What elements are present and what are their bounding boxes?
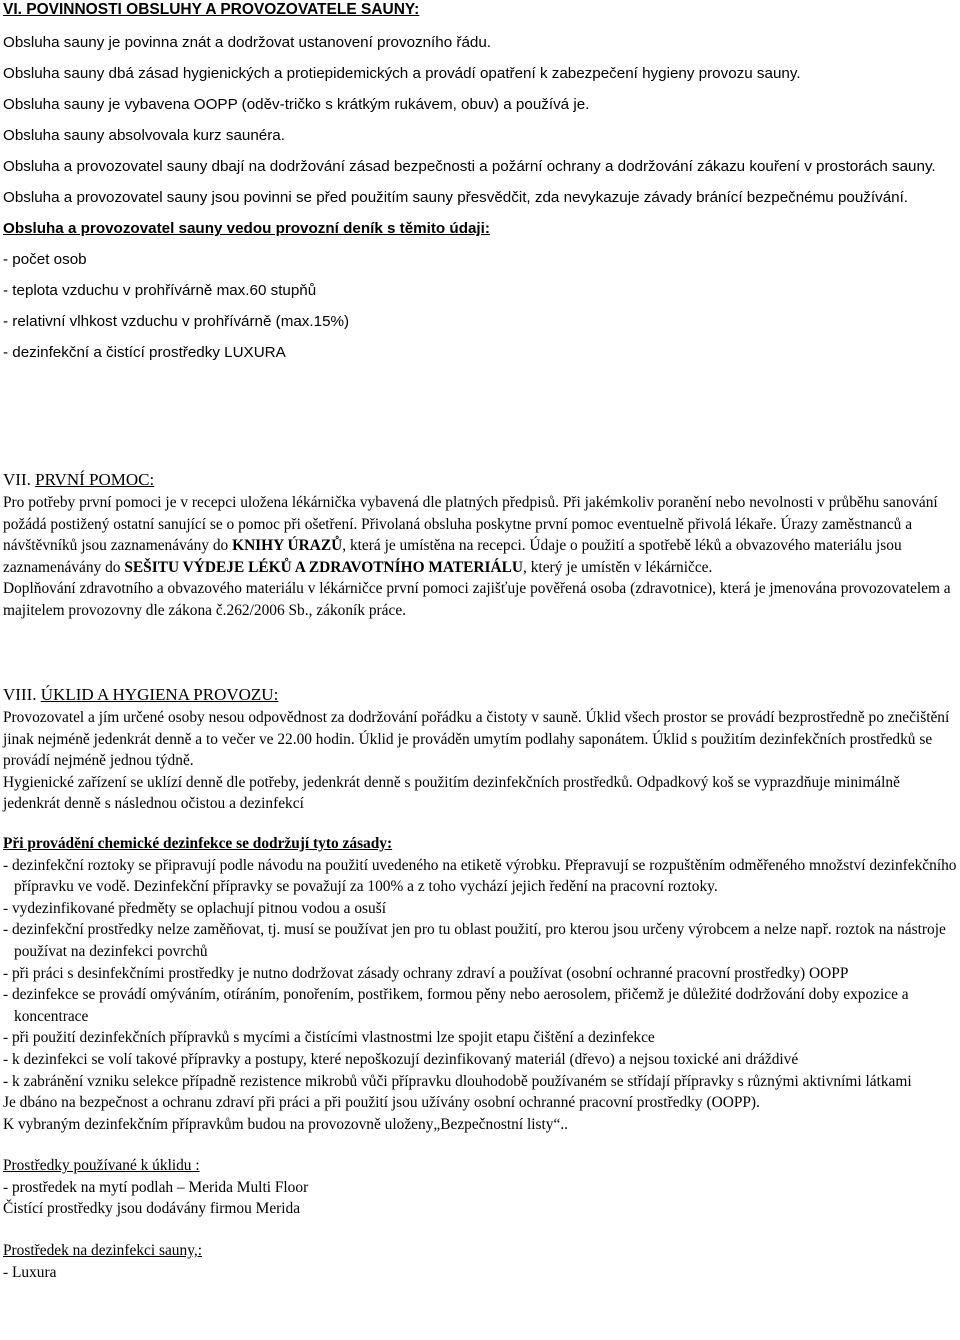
paragraph: Obsluha a provozovatel sauny jsou povinni se před použitím sauny přesvědčit, zda nevykazuje závady bránící bezpečnému používání. [3, 189, 909, 206]
list-item: - k zabránění vzniku selekce případně rezistence mikrobů vůči přípravku dlouhodobě používaném se střídají přípravky s různými aktivními látkami [3, 1072, 912, 1090]
list-item: - relativní vlhkost vzduchu v prohřívárně (max.15%) [3, 313, 350, 330]
section-heading: VI. POVINNOSTI OBSLUHY A PROVOZOVATELE SAUNY: [3, 1, 420, 18]
text: , která je umístěna na recepci. Údaje o použití a spotřebě léků a obvazového materiálu jsou zaznamenávány do [3, 537, 902, 576]
paragraph: Obsluha a provozovatel sauny dbají na dodržování zásad bezpečnosti a požární ochrany a dodržování zákazu kouření v prostorách sauny. [3, 158, 936, 175]
list-item: - při použití dezinfekčních přípravků s mycími a čistícími vlastnostmi lze spojit etapu čištění a dezinfekce [3, 1029, 655, 1047]
paragraph: Doplňování zdravotního a obvazového materiálu v lékárničce první pomoci zajišťuje pověřená osoba (zdravotnice), která je jmenována provozovatelem a majitelem provozovny dle zákona č.262/2006 Sb., zákoník práce. [3, 580, 951, 619]
list-item: - teplota vzduchu v prohřívárně max.60 stupňů [3, 282, 317, 299]
section-number: VII. [3, 470, 36, 489]
paragraph: Je dbáno na bezpečnost a ochranu zdraví při práci a při použití jsou užívány osobní ochranné pracovní prostředky (OOPP). [3, 1094, 760, 1112]
section-number: VIII. [3, 685, 41, 704]
section-heading [3, 468, 958, 492]
list-item: - Luxura [3, 1263, 57, 1281]
subheading: Obsluha a provozovatel sauny vedou provozní deník s těmito údaji: [3, 220, 490, 237]
list-item: - při práci s desinfekčními prostředky je nutno dodržovat zásady ochrany zdraví a používat (osobní ochranné pracovní prostředky) OOPP [3, 964, 849, 982]
paragraph [3, 492, 958, 578]
text: , který je umístěn v lékárničce. [523, 558, 713, 576]
section-first-aid [3, 468, 958, 622]
text: Pro potřeby první pomoci je v recepci uložena lékárnička vybavená dle platných předpisů. Při jakémkoliv poranění nebo nevolnosti v průběhu sanování požádá postižený ostatní sanující se o pomoc při ošetření. Přivolaná obsluha poskytne první pomoc eventuelně přivolá lékaře. Úrazy zaměstnanců a návštěvníků jsou zaznamenávány do [3, 494, 938, 555]
section-title: PRVNÍ POMOC: [35, 470, 155, 489]
paragraph: Obsluha sauny je povinna znát a dodržovat ustanovení provozního řádu. [3, 34, 492, 51]
list-item: - dezinfekční a čistící prostředky LUXURA [3, 344, 286, 361]
list-item: - počet osob [3, 251, 87, 268]
list-item: - vydezinfikované předměty se oplachují pitnou vodou a osuší [3, 899, 386, 917]
section-cleaning [3, 683, 958, 1283]
bold-text: KNIHY ÚRAZŮ [232, 537, 343, 555]
subheading: Prostředky používané k úklidu : [3, 1157, 200, 1175]
paragraph: Obsluha sauny dbá zásad hygienických a protiepidemických a provádí opatření k zabezpečení hygieny provozu sauny. [3, 65, 801, 82]
paragraph: Obsluha sauny absolvovala kurz saunéra. [3, 127, 285, 144]
list-item: - prostředek na mytí podlah – Merida Multi Floor [3, 1178, 309, 1196]
paragraph: Obsluha sauny je vybavena OOPP (oděv-tričko s krátkým rukávem, obuv) a používá je. [3, 96, 590, 113]
subheading: Při provádění chemické dezinfekce se dodržují tyto zásady: [3, 834, 393, 852]
section-obsluha [3, 0, 958, 362]
paragraph: Hygienické zařízení se uklízí denně dle potřeby, jedenkrát denně s použitím dezinfekčních prostředků. Odpadkový koš se vyprazdňuje minimálně jedenkrát denně s následnou očistou a dezinfekcí [3, 773, 900, 813]
subheading: Prostředek na dezinfekci sauny,: [3, 1242, 203, 1260]
list-item: - k dezinfekci se volí takové přípravky a postupy, které nepoškozují dezinfikovaný materiál (dřevo) a nejsou toxické ani dráždivé [3, 1050, 799, 1068]
list-item: - dezinfekční prostředky nelze zaměňovat, tj. musí se používat jen pro tu oblast použití, pro kterou jsou určeny výrobcem a nelze např. roztok na nástroje používat na dezinfekci povrchů [3, 921, 946, 960]
bold-text: SEŠITU VÝDEJE LÉKŮ A ZDRAVOTNÍHO MATERIÁLU [124, 558, 524, 576]
list-item: - dezinfekční roztoky se připravují podle návodu na použití uvedeného na etiketě výrobku. Přepravují se rozpuštěním odměřeného množství dezinfekčního přípravku ve vodě. Dezinfekční přípravky se považují za 100% a z toho vychází jejich ředění na pracovní roztoky. [3, 856, 957, 896]
paragraph: Provozovatel a jím určené osoby nesou odpovědnost za dodržování pořádku a čistoty v sauně. Úklid všech prostor se provádí bezprostředně po znečištění jinak nejméně jedenkrát denně a to večer ve 22.00 hodin. Úklid je prováděn umytím podlahy saponátem. Úklid s použitím dezinfekčních prostředků se provádí nejméně jednou týdně. [3, 709, 950, 770]
section-title: ÚKLID A HYGIENA PROVOZU: [40, 685, 279, 704]
section-heading [3, 683, 958, 707]
list-item: Čistící prostředky jsou dodávány firmou Merida [3, 1200, 301, 1218]
paragraph: K vybraným dezinfekčním přípravkům budou na provozovně uloženy„Bezpečnostní listy“.. [3, 1115, 569, 1133]
list-item: - dezinfekce se provádí omýváním, otíráním, ponořením, postřikem, formou pěny nebo aerosolem, přičemž je důležité dodržování doby expozice a koncentrace [3, 986, 909, 1025]
